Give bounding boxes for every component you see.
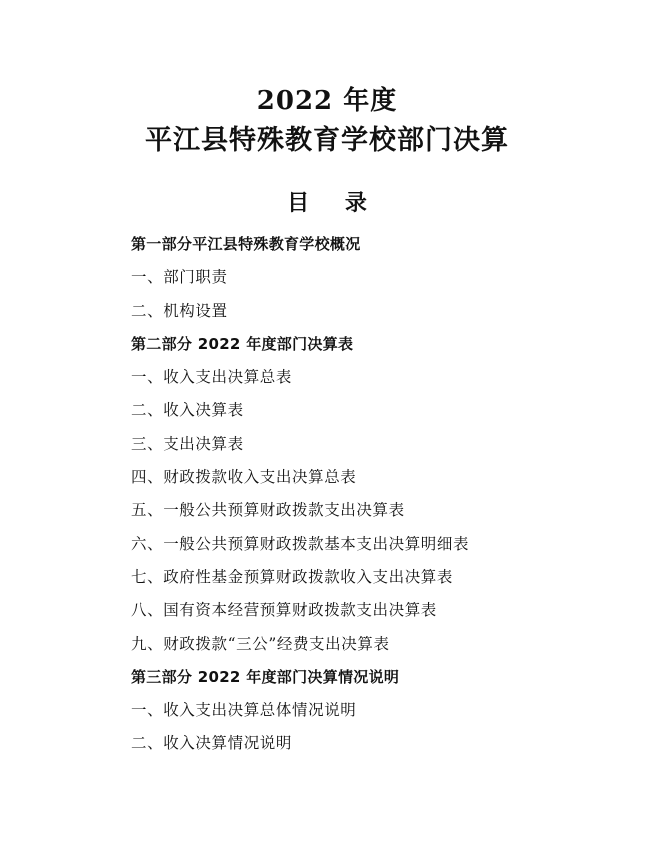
toc-heading: 目 录 <box>287 190 381 216</box>
toc-item: 二、机构设置 <box>131 301 228 320</box>
toc-item: 一、收入支出决算总体情况说明 <box>131 701 357 720</box>
toc-item: 三、支出决算表 <box>131 434 244 453</box>
table-of-contents <box>131 228 631 761</box>
toc-item: 二、收入决算表 <box>131 401 244 420</box>
document-title-year: 2022 年度 <box>256 86 398 116</box>
toc-item: 六、一般公共预算财政拨款基本支出决算明细表 <box>131 534 470 553</box>
toc-item: 九、财政拨款“三公”经费支出决算表 <box>131 634 390 653</box>
toc-part-1: 第一部分平江县特殊教育学校概况 <box>131 235 361 253</box>
toc-part-3: 第三部分 2022 年度部门决算情况说明 <box>131 667 400 686</box>
toc-item: 五、一般公共预算财政拨款支出决算表 <box>131 501 405 520</box>
toc-item: 二、收入决算情况说明 <box>131 734 293 753</box>
document-title: 平江县特殊教育学校部门决算 <box>145 125 509 156</box>
toc-item: 八、国有资本经营预算财政拨款支出决算表 <box>131 601 437 620</box>
toc-item: 七、政府性基金预算财政拨款收入支出决算表 <box>131 567 454 586</box>
toc-part-2: 第二部分 2022 年度部门决算表 <box>131 334 354 353</box>
toc-item: 一、收入支出决算总表 <box>131 368 293 387</box>
toc-item: 一、部门职责 <box>131 268 228 287</box>
toc-item: 四、财政拨款收入支出决算总表 <box>131 468 357 487</box>
